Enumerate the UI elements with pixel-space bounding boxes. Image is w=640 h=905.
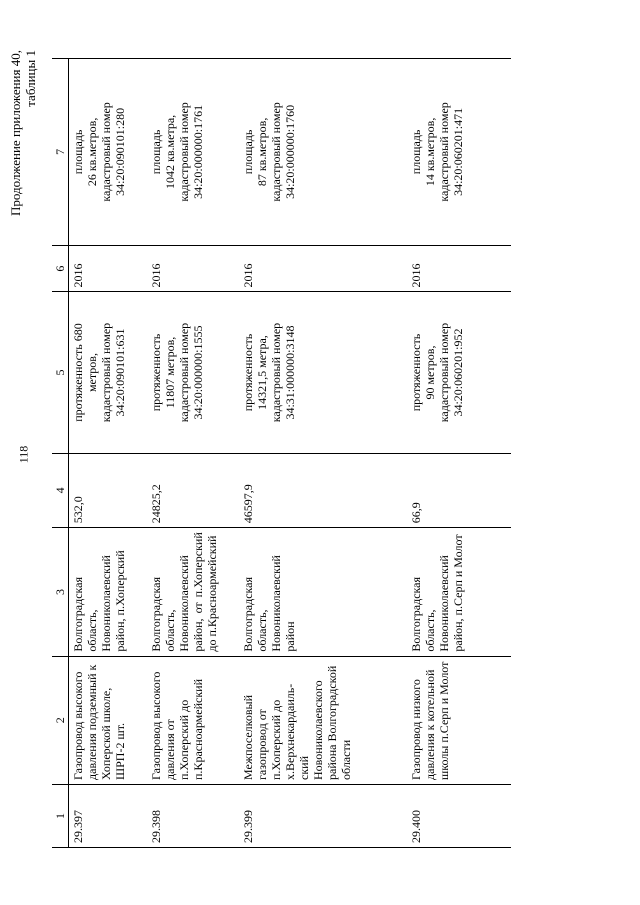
object-name: Межпоселковый газопровод от п.Хоперский до х.Верхнекардаиль-ский Новониколаевского района Волгоградской области bbox=[239, 656, 407, 784]
spec-line: метров, bbox=[85, 353, 99, 393]
row-number: 29.399 bbox=[239, 784, 407, 847]
land-line: кадастровый номер bbox=[177, 102, 191, 202]
rotated-page-content bbox=[0, 28, 640, 878]
spec-line: протяженность bbox=[149, 333, 163, 412]
spec-line: протяженность bbox=[241, 333, 255, 412]
land-line: площадь bbox=[149, 129, 163, 175]
land-plot bbox=[239, 59, 407, 246]
spec-line: 34:20:000000:1555 bbox=[191, 325, 205, 420]
spec-line: 34:31:000000:3148 bbox=[283, 325, 297, 420]
row-number: 29.397 bbox=[69, 784, 148, 847]
land-line: 87 кв.метров, bbox=[255, 117, 269, 187]
spec-line: 34:20:090101:631 bbox=[113, 328, 127, 417]
spec-line: кадастровый номер bbox=[99, 322, 113, 423]
caption-line-2: таблицы 1 bbox=[23, 50, 38, 107]
object-year: 2016 bbox=[147, 245, 239, 292]
table-row bbox=[147, 59, 239, 848]
land-line: 34:20:090101:280 bbox=[113, 107, 127, 196]
land-line: кадастровый номер bbox=[99, 102, 113, 202]
object-value: 24825,2 bbox=[147, 453, 239, 528]
column-header: 7 bbox=[52, 59, 69, 246]
land-plot bbox=[147, 59, 239, 246]
object-location: Волгоградская область, Новониколаевский район bbox=[239, 528, 407, 656]
column-header: 5 bbox=[52, 292, 69, 453]
object-name: Газопровод низкого давления к котельной школы п.Серп и Молот bbox=[407, 656, 511, 784]
caption-line-1: Продолжение приложения 40, bbox=[8, 50, 23, 217]
object-year: 2016 bbox=[407, 245, 511, 292]
object-location: Волгоградская область, Новониколаевский район, от п.Хоперский до п.Красноармейский bbox=[147, 528, 239, 656]
spec-line: 34:20:060201:952 bbox=[451, 328, 465, 417]
registry-table bbox=[52, 58, 511, 848]
object-spec bbox=[239, 292, 407, 453]
land-line: площадь bbox=[409, 129, 423, 175]
object-spec bbox=[407, 292, 511, 453]
column-header: 4 bbox=[52, 453, 69, 528]
column-header: 3 bbox=[52, 528, 69, 656]
spec-line: кадастровый номер bbox=[269, 322, 283, 423]
object-name: Газопровод высокого давления от п.Хоперский до п.Красноармейский bbox=[147, 656, 239, 784]
column-header: 6 bbox=[52, 245, 69, 292]
spec-line: 11807 метров, bbox=[163, 336, 177, 409]
land-line: 34:20:000000:1761 bbox=[191, 104, 205, 199]
object-spec bbox=[69, 292, 148, 453]
page-number: 118 bbox=[16, 445, 31, 464]
column-header: 2 bbox=[52, 656, 69, 784]
spec-line: кадастровый номер bbox=[177, 322, 191, 423]
object-spec bbox=[147, 292, 239, 453]
spec-line: протяженность bbox=[409, 333, 423, 412]
land-plot bbox=[69, 59, 148, 246]
table-row bbox=[239, 59, 407, 848]
header-row bbox=[52, 59, 69, 848]
table-row bbox=[69, 59, 148, 848]
spec-line: кадастровый номер bbox=[437, 322, 451, 423]
column-header: 1 bbox=[52, 784, 69, 847]
table-caption bbox=[8, 50, 38, 350]
object-location: Волгоградская область, Новониколаевский район, п.Серп и Молот bbox=[407, 528, 511, 656]
land-line: 1042 кв.метра, bbox=[163, 114, 177, 189]
land-line: кадастровый номер bbox=[269, 102, 283, 202]
row-number: 29.398 bbox=[147, 784, 239, 847]
table-row bbox=[407, 59, 511, 848]
land-line: 14 кв.метров, bbox=[423, 117, 437, 187]
object-value: 66,9 bbox=[407, 453, 511, 528]
land-line: 34:20:000000:1760 bbox=[283, 104, 297, 199]
object-name: Газопровод высокого давления подземный к Хоперской школе, ШРП-2 шт. bbox=[69, 656, 148, 784]
land-plot bbox=[407, 59, 511, 246]
land-line: площадь bbox=[71, 129, 85, 175]
spec-line: протяженность 680 bbox=[71, 323, 85, 422]
land-line: 26 кв.метров, bbox=[85, 117, 99, 187]
object-year: 2016 bbox=[69, 245, 148, 292]
land-line: 34:20:060201:471 bbox=[451, 107, 465, 196]
land-line: площадь bbox=[241, 129, 255, 175]
land-line: кадастровый номер bbox=[437, 102, 451, 202]
object-year: 2016 bbox=[239, 245, 407, 292]
row-number: 29.400 bbox=[407, 784, 511, 847]
object-value: 46597,9 bbox=[239, 453, 407, 528]
spec-line: 14321,5 метра, bbox=[255, 335, 269, 410]
spec-line: 90 метров, bbox=[423, 345, 437, 400]
object-value: 532,0 bbox=[69, 453, 148, 528]
object-location: Волгоградская область, Новониколаевский район, п.Хоперский bbox=[69, 528, 148, 656]
